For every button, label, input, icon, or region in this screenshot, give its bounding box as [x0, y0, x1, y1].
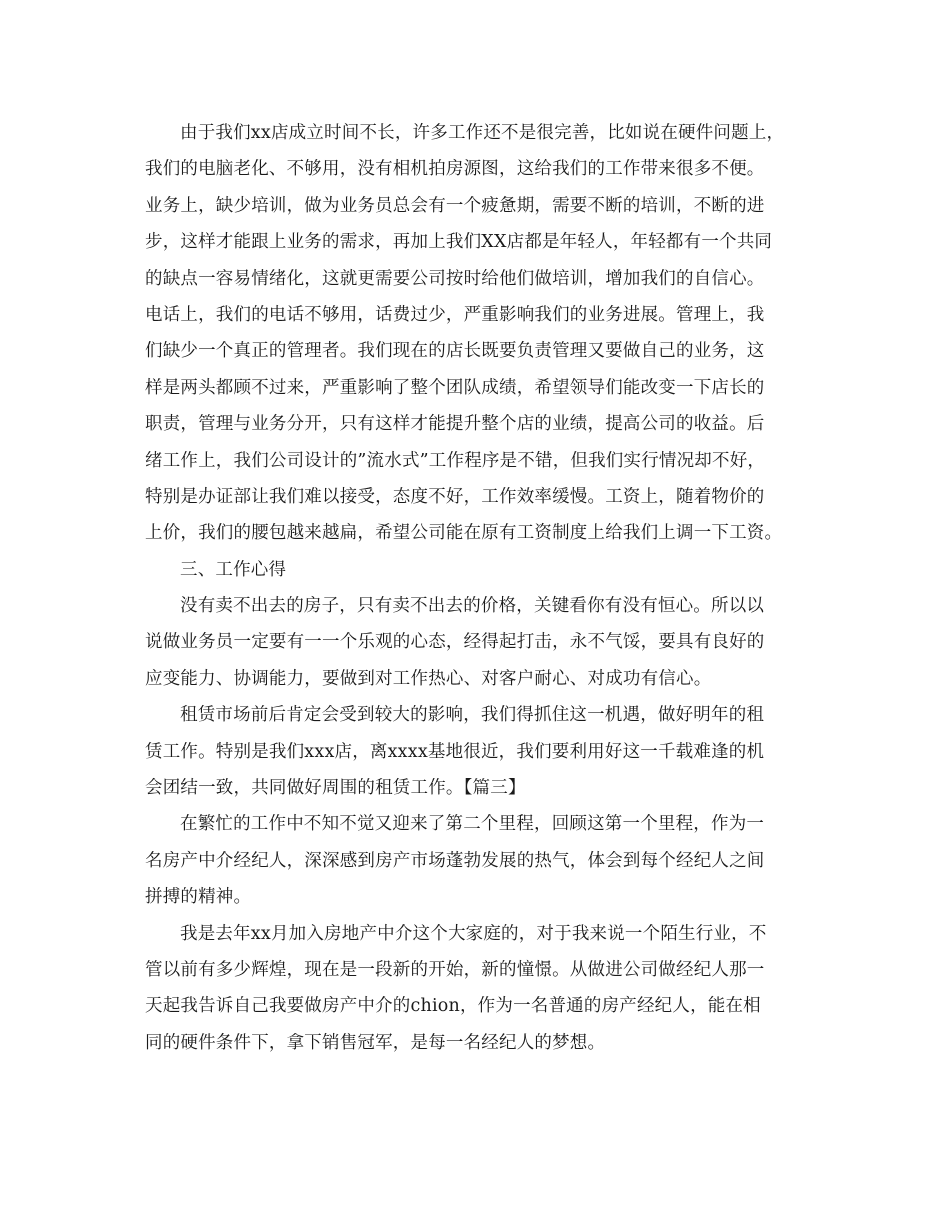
- text-line: 样是两头都顾不过来，严重影响了整个团队成绩，希望领导们能改变一下店长的: [145, 377, 765, 398]
- text-line: 名房产中介经纪人，深深感到房产市场蓬勃发展的热气，体会到每个经纪人之间: [145, 850, 765, 871]
- text-line: 管以前有多少辉煌，现在是一段新的开始，新的憧憬。从做进公司做经纪人那一: [145, 959, 765, 980]
- text-line: 在繁忙的工作中不知不觉又迎来了第二个里程，回顾这第一个里程，作为一: [180, 814, 765, 835]
- text-line: 步，这样才能跟上业务的需求，再加上我们XX店都是年轻人，年轻都有一个共同: [145, 232, 773, 253]
- document-body: [145, 115, 810, 1061]
- text-line: 由于我们xx店成立时间不长，许多工作还不是很完善，比如说在硬件问题上，: [180, 123, 785, 143]
- text-line: 赁工作。特别是我们xxx店，离xxxx基地很近，我们要利用好这一千载难逢的机: [145, 741, 765, 762]
- text-line: 上价，我们的腰包越来越扁，希望公司能在原有工资制度上给我们上调一下工资。: [145, 523, 783, 544]
- text-line: 们缺少一个真正的管理者。我们现在的店长既要负责管理又要做自己的业务，这: [145, 341, 765, 362]
- text-line: 职责，管理与业务分开，只有这样才能提升整个店的业绩，提高公司的收益。后: [145, 414, 765, 435]
- text-line: 电话上，我们的电话不够用，话费过少，严重影响我们的业务进展。管理上，我: [145, 304, 765, 325]
- text-line: 我们的电脑老化、不够用，没有相机拍房源图，这给我们的工作带来很多不便。: [145, 159, 765, 180]
- text-line: 同的硬件条件下，拿下销售冠军，是每一名经纪人的梦想。: [145, 1032, 606, 1053]
- text-line: 拼搏的精神。: [145, 887, 252, 908]
- text-line: 租赁市场前后肯定会受到较大的影响，我们得抓住这一机遇，做好明年的租: [180, 705, 765, 726]
- section-heading: 三、工作心得: [180, 559, 287, 580]
- text-line: 说做业务员一定要有一一个乐观的心态，经得起打击，永不气馁，要具有良好的: [145, 632, 765, 653]
- text-line: 会团结一致，共同做好周围的租赁工作。【篇三】: [145, 778, 526, 799]
- text-line: 我是去年xx月加入房地产中介这个大家庭的，对于我来说一个陌生行业，不: [180, 923, 767, 944]
- text-line: 天起我告诉自己我要做房产中介的chion，作为一名普通的房产经纪人，能在相: [145, 996, 761, 1017]
- text-line: 业务上，缺少培训，做为业务员总会有一个疲惫期，需要不断的培训，不断的进: [145, 195, 765, 216]
- text-line: 没有卖不出去的房子，只有卖不出去的价格，关键看你有没有恒心。所以以: [180, 596, 765, 617]
- text-line: 绪工作上，我们公司设计的”流水式”工作程序是不错，但我们实行情况却不好，: [145, 450, 766, 471]
- text-line: 特别是办证部让我们难以接受，态度不好，工作效率缓慢。工资上，随着物价的: [145, 486, 765, 507]
- text-line: 应变能力、协调能力，要做到对工作热心、对客户耐心、对成功有信心。: [145, 668, 712, 689]
- text-line: 的缺点一容易情绪化，这就更需要公司按时给他们做培训，增加我们的自信心。: [145, 268, 765, 289]
